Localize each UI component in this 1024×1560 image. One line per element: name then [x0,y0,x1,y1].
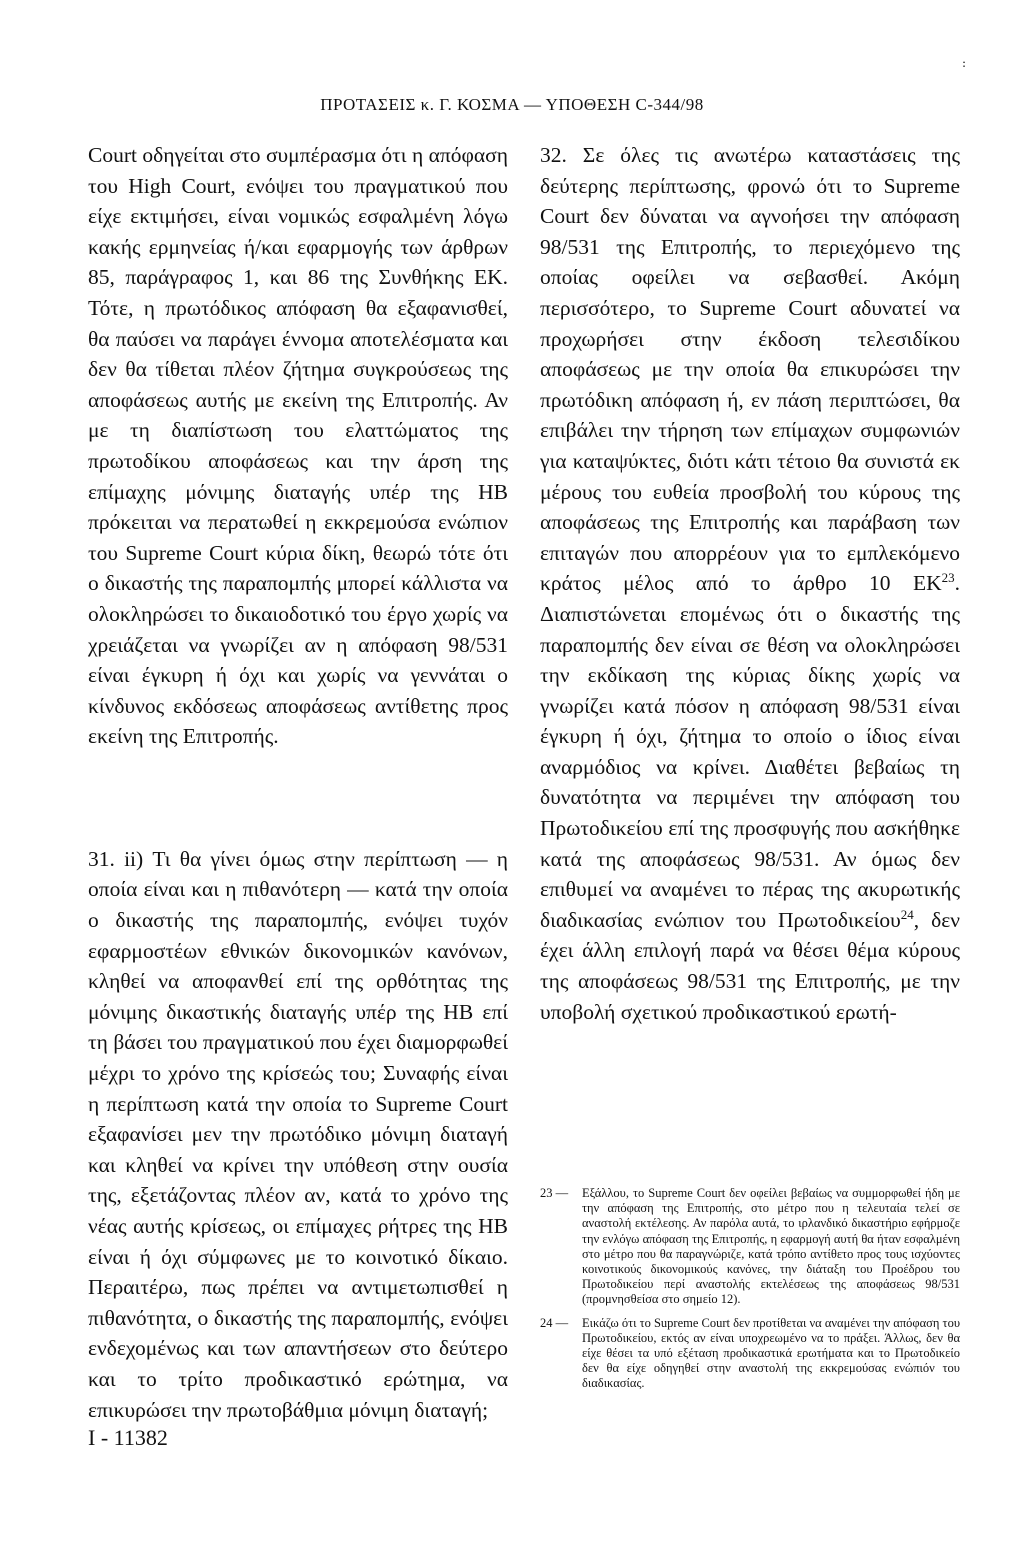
paragraph-32-part-a: 32. Σε όλες τις ανωτέρω καταστάσεις της δεύτερης περίπτωσης, φρονώ ότι το Supreme Court δεν δύναται να αγνοήσει την απόφαση 98/531 της Επιτροπής, το περιεχόμενο της οποίας οφείλει να σεβασθεί. Ακόμη περισσότερο, το Supreme Court αδυνατεί να προχωρήσει στην έκδοση τελεσιδίκου αποφάσεως με την οποία θα επικυρώσει την πρωτόδικη απόφαση ή, εν πάση περιπτώσει, θα επιβάλει την τήρηση των επίμαχων συμφωνιών για καταψύκτες, διότι κάτι τέτοιο θα συνιστά εκ μέρους του ευθεία προσβολή του κύρους της αποφάσεως της Επιτροπής και παράβαση των επιταγών που απορρέουν για το εμπλεκόμενο κράτος μέλος από το άρθρο 10 ΕΚ [540,143,960,596]
paragraph-32-part-c: , δεν έχει άλλη επιλογή παρά να θέσει θέμα κύρους της αποφάσεως 98/531 της Επιτροπής, με την υποβολή σχετικού προδικαστικού ερωτή- [540,907,960,1024]
paragraph-30-continuation: Court οδηγείται στο συμπέρασμα ότι η απόφαση του High Court, ενόψει του πραγματικού που είχε εκτιμήσει, είναι νομικώς εσφαλμένη λόγω κακής ερμηνείας ή/και εφαρμογής των άρθρων 85, παράγραφος 1, και 86 της Συνθήκης ΕΚ. Τότε, η πρωτόδικος απόφαση θα εξαφανισθεί, θα παύσει να παράγει έννομα αποτελέσματα και δεν θα τίθεται πλέον ζήτημα συγκρούσεως της αποφάσεως αυτής με εκείνη της Επιτροπής. Αν με τη διαπίστωση του ελαττώματος της πρωτοδίκου αποφάσεως και την άρση της επίμαχης μόνιμης διαταγής υπέρ της ΗΒ πρόκειται να περατωθεί η εκκρεμούσα ενώπιον του Supreme Court κύρια δίκη, θεωρώ τότε ότι ο δικαστής της παραπομπής μπορεί κάλλιστα να ολοκληρώσει το δικαιοδοτικό του έργο χωρίς να χρειάζεται να γνωρίζει αν η απόφαση 98/531 είναι έγκυρη ή όχι και χωρίς να γεννάται ο κίνδυνος εκδόσεως αποφάσεως αντίθετης προς εκείνη της Επιτροπής. [88,143,508,749]
right-column [540,140,960,1027]
footnote-number: 24 — [540,1315,569,1330]
paragraph-31: 31. ii) Τι θα γίνει όμως στην περίπτωση — η οποία είναι και η πιθανότερη — κατά την οποία ο δικαστής της παραπομπής, ενόψει τυχόν εφαρμοστέων εθνικών δικονομικών κανόνων, κληθεί να αποφανθεί επί της ορθότητας της μόνιμης δικαστικής διαταγής υπέρ της ΗΒ επί τη βάσει του πραγματικού που έχει διαμορφωθεί μέχρι το χρόνο της κρίσεώς του; Συναφής είναι η περίπτωση κατά την οποία το Supreme Court εξαφανίσει μεν την πρωτόδικο μόνιμη διαταγή και κληθεί να κρίνει την υπόθεση στην ουσία της, εξετάζοντας πλέον αν, κατά το χρόνο της νέας αυτής κρίσεως, οι επίμαχες ρήτρες της ΗΒ είναι ή όχι σύμφωνες με το κοινοτικό δίκαιο. Περαιτέρω, πως πρέπει να αντιμετωπισθεί η πιθανότητα, ο δικαστής της παραπομπής, ενόψει ενδεχομένως και των απαντήσεων στο δεύτερο και το τρίτο προδικαστικό ερώτημα, να επικυρώσει την πρωτοβάθμια μόνιμη διαταγή; [88,846,508,1422]
footnote-text: Εξάλλου, το Supreme Court δεν οφείλει βεβαίως να συμμορφωθεί ήδη με την απόφαση της Επιτροπής, στο μέτρο που η τελευταία τελεί σε αναστολή εκτέλεσης. Αν παρόλα αυτά, το ιρλανδικό δικαστήριο εφήρμοζε την ενλόγω απόφαση της Επιτροπής, η εφαρμογή αυτή θα ήταν εσφαλμένη στο μέτρο που θα παραγνώριζε, κατά τρόπο αντίθετο προς τους ισχύοντες κοινοτικούς δικονομικούς κανόνες, την διάταξη του Προέδρου του Πρωτοδικείου περί αναστολής εκτελέσεως της αποφάσεως 98/531 (προμνησθείσα στο σημείο 12). [582,1186,960,1307]
footnote-number: 23 — [540,1186,569,1200]
running-header: ΠΡΟΤΑΣΕΙΣ κ. Γ. ΚΟΣΜΑ — ΥΠΟΘΕΣΗ C-344/98 [320,95,704,114]
page-number: I - 11382 [88,1425,168,1450]
footnote-ref-24[interactable]: 24 [900,906,914,922]
footnotes [540,1186,960,1400]
footnote-23 [540,1186,960,1308]
left-column [88,140,508,1425]
paragraph-gap [88,752,508,844]
paragraph-32 [540,140,960,1027]
footnote-text: Εικάζω ότι το Supreme Court δεν προτίθεται να αναμένει την απόφαση του Πρωτοδικείου, εκτός αν είναι υποχρεωμένο να το πράξει. Άλλως, δεν θα είχε θέσει τα υπό εξέταση προδικαστικά ερωτήματα και το Πρωτοδικείο δεν θα είχε οδηγηθεί στην αναστολή της εκκρεμούσας ενώπιόν του διαδικασίας. [582,1315,961,1391]
footnote-ref-23[interactable]: 23 [941,570,955,586]
paragraph-32-part-b: . Διαπιστώνεται επομένως ότι ο δικαστής της παραπομπής δεν είναι σε θέση να ολοκληρώσει την εκδίκαση της κύριας δίκης χωρίς να γνωρίζει κατά πόσον η απόφαση 98/531 είναι έγκυρη ή όχι, ζήτημα το οποίο ο ίδιος είναι αναρμόδιος να κρίνει. Διαθέτει βεβαίως τη δυνατότητα να περιμένει την απόφαση του Πρωτοδικείου επί της προσφυγής που ασκήθηκε κατά της αποφάσεως 98/531. Αν όμως δεν επιθυμεί να αναμένει το πέρας της ακυρωτικής διαδικασίας ενώπιον του Πρωτοδικείου [540,571,960,932]
footnote-24 [540,1316,960,1392]
corner-mark: : [962,56,967,70]
